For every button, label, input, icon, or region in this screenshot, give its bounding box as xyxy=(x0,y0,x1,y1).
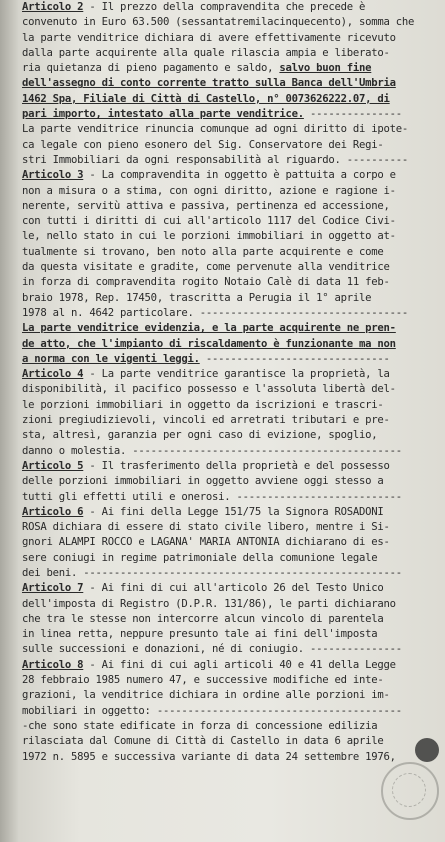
line-text: - Il prezzo della compravendita che precede è xyxy=(83,1,366,13)
document-line xyxy=(22,107,440,122)
document-line xyxy=(22,168,440,183)
document-line xyxy=(22,612,440,627)
line-text: - La compravendita in oggetto è pattuita a corpo e xyxy=(83,169,396,182)
line-text: - Il trasferimento della proprietà e del possesso xyxy=(83,459,390,472)
document-line xyxy=(22,505,440,520)
document-line xyxy=(22,214,440,229)
document-line xyxy=(22,352,440,367)
line-text: sulle successioni e donazioni, né di coniugio. --------------- xyxy=(22,643,402,656)
line-text: danno o molestia. -------------------------------------------- xyxy=(22,444,402,457)
line-text: la parte venditrice dichiara di avere effettivamente ricevuto xyxy=(22,31,396,44)
document-line xyxy=(22,306,440,321)
article-heading: Articolo 4 xyxy=(22,368,84,381)
emphasized-text: pari importo, intestato alla parte venditrice. xyxy=(22,108,304,121)
document-line xyxy=(22,490,440,505)
line-text: --------------- xyxy=(303,108,402,121)
line-text: -che sono state edificate in forza di concessione edilizia xyxy=(22,719,378,732)
line-text: con tutti i diritti di cui all'articolo 1117 del Codice Civi- xyxy=(22,215,396,228)
document-line xyxy=(22,673,440,688)
line-text: ------------------------------ xyxy=(199,352,390,365)
line-text: mobiliari in oggetto: ---------------------------------------- xyxy=(22,704,402,717)
line-text: ROSA dichiara di essere di stato civile libero, mentre i Si- xyxy=(22,521,390,534)
document-line xyxy=(22,321,440,336)
document-line xyxy=(22,184,440,199)
line-text: gnori ALAMPI ROCCO e LAGANA' MARIA ANTONIA dichiarano di es- xyxy=(22,536,390,549)
line-text: dalla parte acquirente alla quale rilascia ampia e liberato- xyxy=(22,46,390,59)
emphasized-text: de atto, che l'impianto di riscaldamento è funzionante ma non xyxy=(22,337,396,350)
document-line xyxy=(22,551,440,566)
document-line xyxy=(22,15,440,30)
document-line xyxy=(22,46,440,61)
document-line xyxy=(22,291,440,306)
article-heading: Articolo 8 xyxy=(22,658,84,671)
document-line xyxy=(22,750,440,765)
line-text: - La parte venditrice garantisce la proprietà, la xyxy=(83,368,390,381)
document-line xyxy=(22,658,440,673)
emphasized-text: dell'assegno di conto corrente tratto sulla Banca dell'Umbria xyxy=(22,77,396,90)
document-line xyxy=(22,627,440,642)
document-line xyxy=(22,229,440,244)
document-line xyxy=(22,382,440,397)
document-line xyxy=(22,138,440,153)
line-text: 1978 al n. 4642 particolare. ---------------------------------- xyxy=(22,306,409,319)
line-text: tutti gli effetti utili e onerosi. --------------------------- xyxy=(22,490,402,503)
line-text: in forza di compravendita rogito Notaio Calè di data 11 feb- xyxy=(22,276,390,289)
line-text: le, nello stato in cui le porzioni immobiliari in oggetto at- xyxy=(22,230,396,243)
document-line xyxy=(22,367,440,382)
document-line xyxy=(22,719,440,734)
article-heading: Articolo 7 xyxy=(22,582,84,595)
document-line xyxy=(22,245,440,260)
document-line xyxy=(22,76,440,91)
line-text: - Ai fini della Legge 151/75 la Signora ROSADONI xyxy=(83,505,384,518)
line-text: braio 1978, Rep. 17450, trascritta a Perugia il 1° aprile xyxy=(22,291,372,304)
emphasized-text: 1462 Spa, Filiale di Città di Castello, n° 0073626222.07, di xyxy=(22,92,390,105)
line-text: - Ai fini di cui all'articolo 26 del Testo Unico xyxy=(83,582,384,595)
line-text: dei beni. ---------------------------------------------------- xyxy=(22,566,402,579)
line-text: La parte venditrice rinuncia comunque ad ogni diritto di ipote- xyxy=(22,123,409,136)
document-line xyxy=(22,734,440,749)
document-line xyxy=(22,520,440,535)
document-line xyxy=(22,92,440,107)
line-text: delle porzioni immobiliari in oggetto avviene oggi stesso a xyxy=(22,475,384,488)
document-line xyxy=(22,597,440,612)
document-line xyxy=(22,31,440,46)
line-text: - Ai fini di cui agli articoli 40 e 41 della Legge xyxy=(83,658,396,671)
line-text: ca legale con pieno esonero del Sig. Conservatore dei Regi- xyxy=(22,138,384,151)
binding-shadow xyxy=(0,0,18,842)
article-heading: Articolo 2 xyxy=(22,1,84,13)
line-text: ria quietanza di pieno pagamento e saldo, xyxy=(22,62,280,75)
line-text: grazioni, la venditrice dichiara in ordine alle porzioni im- xyxy=(22,689,390,702)
document-line xyxy=(22,581,440,596)
line-text: 1972 n. 5895 e successiva variante di data 24 settembre 1976, xyxy=(22,750,396,763)
document-line xyxy=(22,153,440,168)
line-text: da questa visitate e gradite, come pervenute alla venditrice xyxy=(22,261,390,274)
line-text: disponibilità, il pacifico possesso e l'assoluta libertà del- xyxy=(22,383,396,396)
article-heading: Articolo 5 xyxy=(22,459,84,472)
article-heading: Articolo 3 xyxy=(22,169,84,182)
line-text: nerente, servitù attiva e passiva, pertinenza ed accessione, xyxy=(22,199,390,212)
emphasized-text: salvo buon fine xyxy=(279,62,372,75)
line-text: tualmente si trovano, ben noto alla parte acquirente e come xyxy=(22,245,384,258)
notary-stamp xyxy=(381,762,439,820)
document-line xyxy=(22,398,440,413)
document-line xyxy=(22,444,440,459)
line-text: in linea retta, neppure presunto tale ai fini dell'imposta xyxy=(22,628,378,641)
document-line xyxy=(22,704,440,719)
document-line xyxy=(22,642,440,657)
document-line xyxy=(22,260,440,275)
line-text: convenuto in Euro 63.500 (sessantatremilacinquecento), somma che xyxy=(22,16,415,29)
emphasized-text: a norma con le vigenti leggi. xyxy=(22,352,200,365)
document-line xyxy=(22,428,440,443)
line-text: dell'imposta di Registro (D.P.R. 131/86), le parti dichiarano xyxy=(22,597,396,610)
line-text: 28 febbraio 1985 numero 47, e successive modifiche ed inte- xyxy=(22,674,384,687)
document-line xyxy=(22,459,440,474)
document-line xyxy=(22,122,440,137)
document-line xyxy=(22,413,440,428)
document-line xyxy=(22,566,440,581)
document-line xyxy=(22,337,440,352)
line-text: sta, altresì, garanzia per ogni caso di evizione, spoglio, xyxy=(22,429,378,442)
document-body xyxy=(22,0,440,765)
line-text: le porzioni immobiliari in oggetto da iscrizioni e trascri- xyxy=(22,398,384,411)
line-text: non a misura o a stima, con ogni diritto, azione e ragione i- xyxy=(22,184,396,197)
document-line xyxy=(22,275,440,290)
document-line xyxy=(22,0,440,15)
line-text: che tra le stesse non intercorre alcun vincolo di parentela xyxy=(22,612,384,625)
punch-hole xyxy=(415,738,439,762)
line-text: zioni pregiudizievoli, vincoli ed arretrati tributari e pre- xyxy=(22,414,390,427)
document-line xyxy=(22,474,440,489)
line-text: stri Immobiliari da ogni responsabilità al riguardo. ---------- xyxy=(22,153,409,166)
document-line xyxy=(22,199,440,214)
document-line xyxy=(22,61,440,76)
document-line xyxy=(22,535,440,550)
line-text: rilasciata dal Comune di Città di Castello in data 6 aprile xyxy=(22,735,384,748)
line-text: sere coniugi in regime patrimoniale della comunione legale xyxy=(22,551,378,564)
article-heading: Articolo 6 xyxy=(22,505,84,518)
emphasized-text: La parte venditrice evidenzia, e la parte acquirente ne pren- xyxy=(22,322,396,335)
document-line xyxy=(22,688,440,703)
